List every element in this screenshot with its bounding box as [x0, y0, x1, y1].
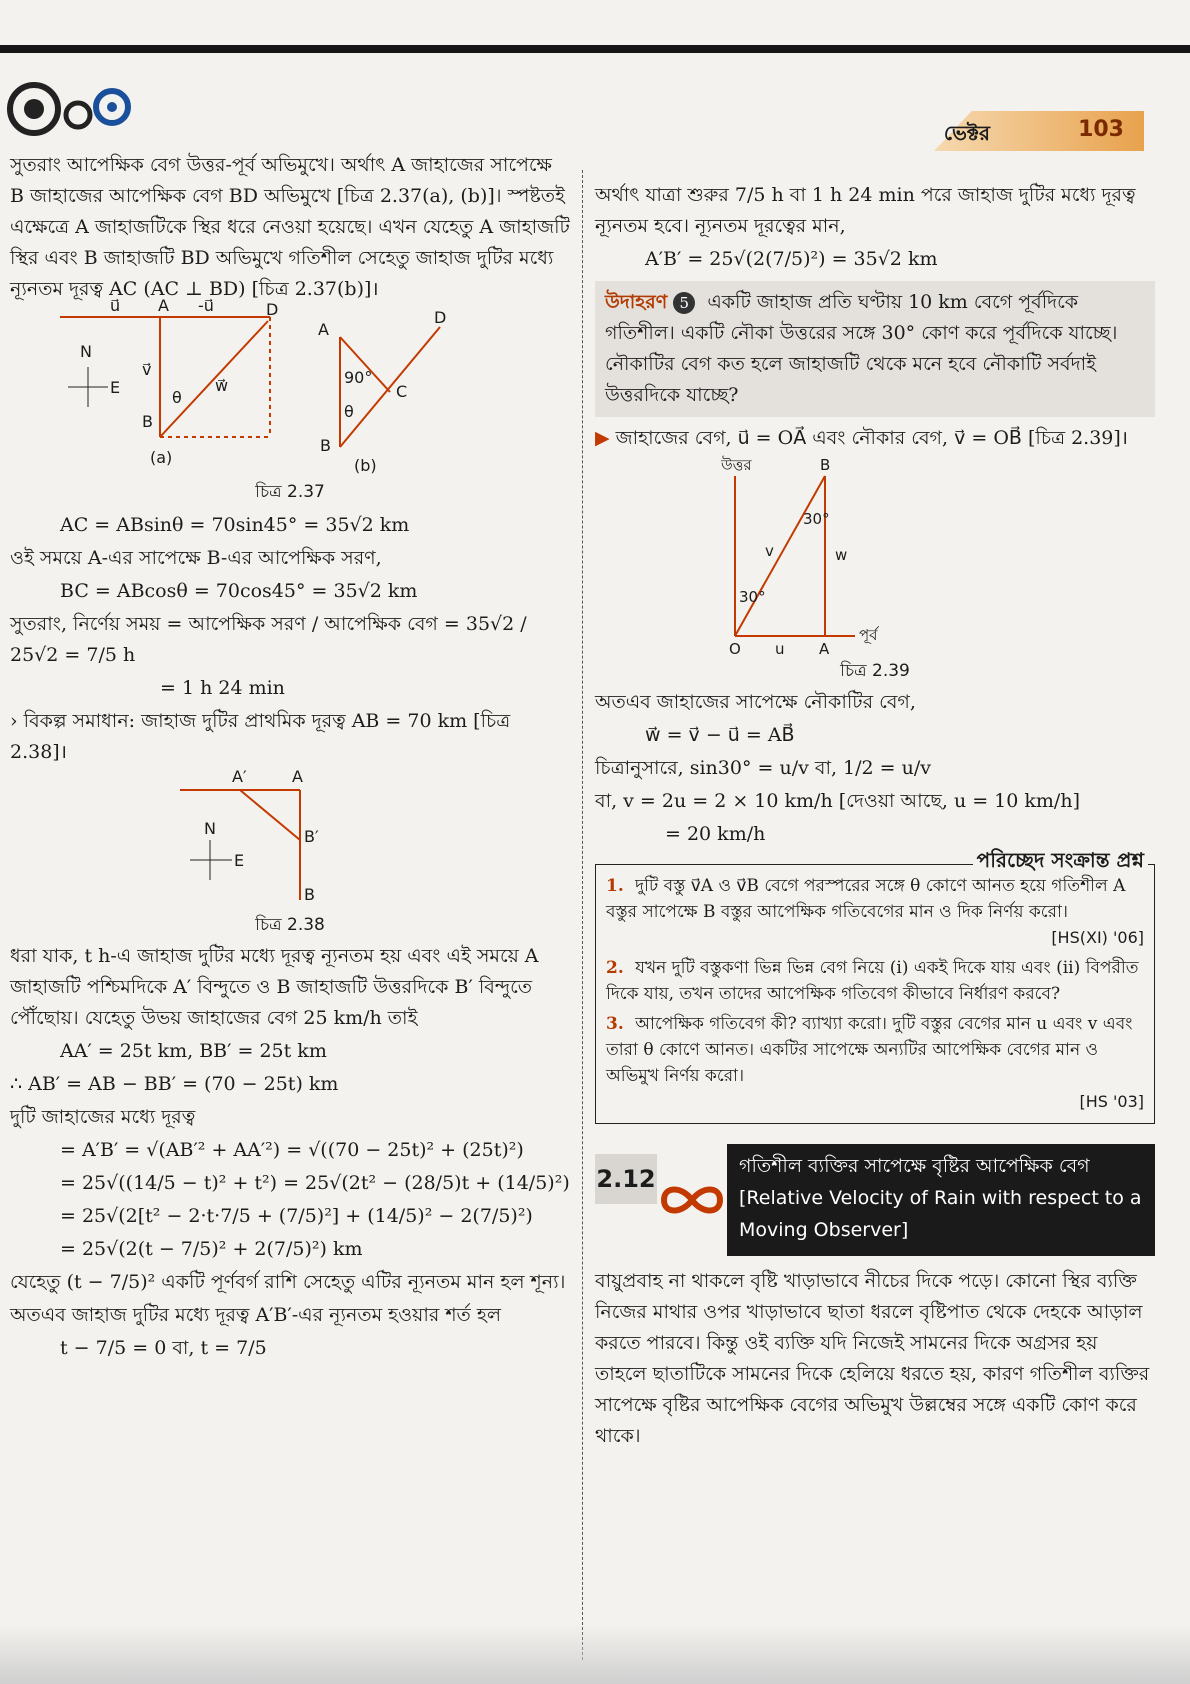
paragraph: যেহেতু (t − 7/5)² একটি পূর্ণবর্গ রাশি সেহেতু এটির ন্যূনতম মান হল শূন্য। [10, 1271, 566, 1293]
paragraph: অতএব জাহাজের সাপেক্ষে নৌকাটির বেগ, [595, 691, 916, 713]
question-text: দুটি বস্তু v⃗A ও v⃗B বেগে পরস্পরের সঙ্গে θ কোণে আনত হয়ে গতিশীল A বস্তুর সাপেক্ষে B বস্তুর আপেক্ষিক গতিবেগের মান ও দিক নির্ণয় করো। [606, 876, 1126, 922]
gear-logo-icon [6, 73, 146, 143]
section-heading [595, 1144, 1155, 1256]
infinity-icon [657, 1144, 727, 1256]
label-90: 90° [344, 368, 373, 387]
label-D: D [266, 300, 279, 319]
example-box [595, 281, 1155, 417]
label-B: B [142, 412, 153, 431]
equation: চিত্রানুসারে, sin30° = u/v বা, 1/2 = u/v [595, 757, 931, 779]
paragraph: দুটি জাহাজের মধ্যে দূরত্ব [10, 1106, 196, 1128]
equation: = 1 h 24 min [160, 677, 285, 699]
question-item [606, 873, 1144, 951]
equation: t − 7/5 = 0 বা, t = 7/5 [60, 1337, 267, 1359]
example-text: একটি জাহাজ প্রতি ঘণ্টায় 10 km বেগে পূর্বদিকে গতিশীল। একটি নৌকা উত্তরের সঙ্গে 30° কোণ করে পূর্বদিকে যাচ্ছে। নৌকাটির বেগ কত হলে জাহাজটি থেকে মনে হবে নৌকাটি সর্বদাই উত্তরদিকে যাচ্ছে? [605, 291, 1118, 406]
label-b-theta: θ [344, 402, 354, 421]
equation: বা, v = 2u = 2 × 10 km/h [দেওয়া আছে, u = 10 km/h] [595, 790, 1080, 812]
label-A: A [819, 640, 830, 658]
label-theta: θ [172, 388, 182, 407]
equation: = 20 km/h [665, 823, 766, 845]
section-questions [595, 848, 1155, 1124]
label-A: A [158, 296, 169, 315]
label-w: w [835, 546, 848, 564]
example-number: 5 [673, 292, 695, 314]
left-column [10, 150, 570, 1366]
paragraph: বায়ুপ্রবাহ না থাকলে বৃষ্টি খাড়াভাবে নীচের দিকে পড়ে। কোনো স্থির ব্যক্তি নিজের মাথার ওপর খাড়াভাবে ছাতা ধরলে বৃষ্টিপাত থেকে দেহকে আড়াল করতে পারবে। কিন্তু ওই ব্যক্তি যদি নিজেই সামনের দিকে অগ্রসর হয় তাহলে ছাতাটিকে সামনের দিকে হেলিয়ে ধরতে হয়, কারণ গতিশীল ব্যক্তির সাপেক্ষে বৃষ্টির আপেক্ষিক বেগের অভিমুখ উল্লম্বের সঙ্গে একটি কোণ করে থাকে। [595, 1270, 1150, 1447]
question-reference: [HS '03] [1079, 1092, 1144, 1111]
figure-caption: চিত্র 2.39 [840, 661, 910, 681]
equation: সুতরাং, নির্ণেয় সময় = আপেক্ষিক সরণ / আপেক্ষিক বেগ = 35√2 / 25√2 = 7/5 h [10, 613, 527, 666]
label-B: B [820, 456, 831, 474]
equation: = 25√((14/5 − t)² + t²) = 25√(2t² − (28/5)t + (14/5)²) [60, 1172, 570, 1194]
section-label: ভেক্টর [943, 121, 990, 145]
page-header [0, 53, 1190, 153]
paragraph: সুতরাং আপেক্ষিক বেগ উত্তর-পূর্ব অভিমুখে। অর্থাৎ A জাহাজের সাপেক্ষে B জাহাজের আপেক্ষিক বেগ BD অভিমুখে [চিত্র 2.37(a), (b)]। স্পষ্টতই এক্ষেত্রে A জাহাজটিকে স্থির ধরে নেওয়া হয়েছে। এখন যেহেতু A জাহাজটি স্থির এবং B জাহাজটি BD অভিমুখে গতিশীল সেহেতু জাহাজ দুটির মধ্যে ন্যূনতম দূরত্ব AC (AC ⊥ BD) [চিত্র 2.37(b)]। [10, 154, 570, 300]
label-B1: B′ [304, 827, 319, 846]
figure-caption: চিত্র 2.38 [255, 915, 325, 935]
question-number: 2. [606, 958, 624, 978]
question-text: আপেক্ষিক গতিবেগ কী? ব্যাখ্যা করো। দুটি বস্তুর বেগের মান u এবং v এবং তারা θ কোণে আনত। একটির সাপেক্ষে অন্যটির আপেক্ষিক বেগের মান ও অভিমুখ নির্ণয় করো। [606, 1014, 1133, 1086]
top-border [0, 45, 1190, 53]
label-vec-u: u⃗ [110, 296, 121, 315]
section-number: 2.12 [595, 1154, 657, 1204]
label-v: v [765, 542, 774, 560]
equation: ∴ AB′ = AB − BB′ = (70 − 25t) km [10, 1073, 339, 1095]
equation: = 25√(2[t² − 2·t·7/5 + (7/5)²] + (14/5)² − 2(7/5)²) [60, 1205, 533, 1227]
right-column [595, 180, 1155, 1454]
equation: AC = ABsinθ = 70sin45° = 35√2 km [60, 514, 410, 536]
bottom-shadow [0, 1624, 1190, 1684]
paragraph: ধরা যাক, t h-এ জাহাজ দুটির মধ্যে দূরত্ব ন্যূনতম হয় এবং এই সময়ে A জাহাজটি পশ্চিমদিকে A′ বিন্দুতে ও B জাহাজটি উত্তরদিকে B′ বিন্দুতে পৌঁছোয়। যেহেতু উভয় জাহাজের বেগ 25 km/h তাই [10, 945, 539, 1029]
question-number: 1. [606, 876, 624, 896]
equation: = 25√(2(t − 7/5)² + 2(7/5)²) km [60, 1238, 363, 1260]
label-angle-top: 30° [803, 510, 830, 528]
label-A: A [292, 767, 303, 786]
section-title-bn: গতিশীল ব্যক্তির সাপেক্ষে বৃষ্টির আপেক্ষিক বেগ [739, 1155, 1090, 1177]
question-reference: [HS(XI) '06] [1051, 928, 1144, 947]
solution-text: জাহাজের বেগ, u⃗ = OA⃗ এবং নৌকার বেগ, v⃗ = OB⃗ [চিত্র 2.39]। [615, 427, 1129, 449]
question-item [606, 955, 1144, 1007]
paragraph: অতএব জাহাজ দুটির মধ্যে দূরত্ব A′B′-এর ন্যূনতম হওয়ার শর্ত হল [10, 1304, 501, 1326]
label-E: E [234, 851, 245, 870]
label-b-A: A [318, 320, 329, 339]
solution-line [595, 423, 1155, 454]
label-east: পূর্ব [859, 626, 878, 644]
equation: w⃗ = v⃗ − u⃗ = AB⃗ [645, 724, 795, 746]
question-item [606, 1011, 1144, 1115]
column-divider [582, 170, 583, 1660]
label-minus-u: -u⃗ [198, 296, 214, 315]
figure-2-39 [595, 456, 1155, 656]
questions-title: পরিচ্ছেদ সংক্রান্ত প্রশ্ন [973, 847, 1148, 873]
label-b-B: B [320, 436, 331, 455]
pointer-icon: ▶ [595, 427, 616, 449]
label-N: N [204, 819, 216, 838]
equation: A′B′ = 25√(2(7/5)²) = 35√2 km [645, 248, 938, 270]
label-vec-w: w⃗ [215, 376, 229, 395]
label-B: B [304, 885, 315, 904]
equation: AA′ = 25t km, BB′ = 25t km [60, 1040, 327, 1062]
label-A1: A′ [232, 767, 247, 786]
figure-caption: চিত্র 2.37 [255, 482, 325, 502]
paragraph: ওই সময়ে A-এর সাপেক্ষে B-এর আপেক্ষিক সরণ, [10, 547, 382, 569]
label-E: E [110, 378, 121, 397]
label-a: (a) [150, 448, 173, 467]
label-O: O [729, 640, 741, 658]
label-u: u [775, 640, 785, 658]
label-C: C [396, 382, 408, 401]
example-tag: উদাহরণ [605, 291, 668, 313]
section-title-en: [Relative Velocity of Rain with respect to a Moving Observer] [739, 1187, 1142, 1241]
paragraph: অর্থাৎ যাত্রা শুরুর 7/5 h বা 1 h 24 min পরে জাহাজ দুটির মধ্যে দূরত্ব ন্যূনতম হবে। ন্যূনতম দূরত্বের মান, [595, 184, 1136, 237]
figure-2-37 [10, 296, 570, 477]
equation: = A′B′ = √(AB′² + AA′²) = √((70 − 25t)² + (25t)²) [60, 1139, 524, 1161]
label-angle-bottom: 30° [739, 588, 766, 606]
label-b-D: D [434, 308, 447, 327]
label-b: (b) [354, 456, 377, 475]
section-title [727, 1144, 1155, 1256]
equation: BC = ABcosθ = 70cos45° = 35√2 km [60, 580, 418, 602]
label-vec-v: v⃗ [142, 360, 152, 379]
question-number: 3. [606, 1014, 624, 1034]
label-north: উত্তর [721, 456, 752, 474]
label-N: N [80, 342, 92, 361]
figure-2-38 [10, 767, 570, 910]
page-number: 103 [1078, 117, 1124, 142]
question-text: যখন দুটি বস্তুকণা ভিন্ন ভিন্ন বেগ নিয়ে (i) একই দিকে যায় এবং (ii) বিপরীত দিকে যায়, তখন তাদের আপেক্ষিক গতিবেগ কীভাবে নির্ধারণ করবে? [606, 958, 1139, 1004]
alternative-solution: › বিকল্প সমাধান: জাহাজ দুটির প্রাথমিক দূরত্ব AB = 70 km [চিত্র 2.38]। [10, 710, 511, 763]
